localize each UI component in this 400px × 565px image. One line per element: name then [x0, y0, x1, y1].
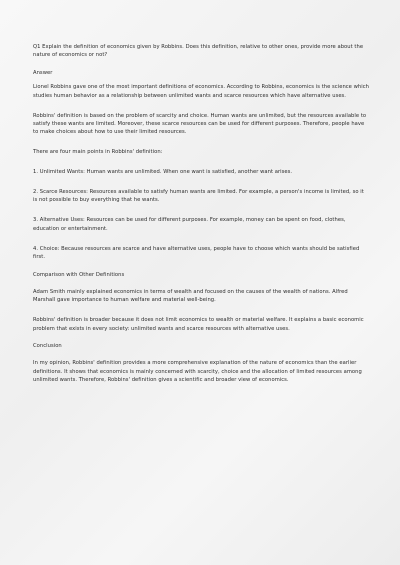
paragraph-broader: Robbins' definition is broader because it does not limit economics to wealth or material welfare. It explains a basic economic problem that exists in every society: unlimited wants and scarce resources with alternative uses.	[33, 317, 364, 332]
paragraph-comparison: Adam Smith mainly explained economics in terms of wealth and focused on the causes of the wealth of nations. Alfred Marshall gave importance to human welfare and material well-being.	[33, 288, 348, 304]
paragraph-conclusion: In my opinion, Robbins' definition provides a more comprehensive explanation of the nature of economics than the earlier definitions. It shows that economics is mainly concerned with scarcity, choice and the allocation of limited resources among unlimited wants. Therefore, Robbins' definition gives a scientific and broader view of economics.	[33, 360, 362, 384]
conclusion-heading: Conclusion	[33, 343, 62, 350]
answer-label: Answer	[33, 69, 53, 76]
point-3: 3. Alternative Uses: Resources can be used for different purposes. For example, money can be spent on food, clothes, education or entertainment.	[33, 217, 346, 232]
paragraph-basis: Robbins' definition is based on the problem of scarcity and choice. Human wants are unlimited, but the resources available to satisfy these wants are limited. Moreover, these scarce resources can be used for different purposes. Therefore, people have to make choices about how to use their limited resources.	[33, 112, 367, 136]
question-text: Q1 Explain the definition of economics given by Robbins. Does this definition, relative to other ones, provide more about the nature of economics or not?	[33, 44, 364, 59]
point-4: 4. Choice: Because resources are scarce and have alternative uses, people have to choose which wants should be satisfied first.	[33, 245, 360, 261]
points-intro: There are four main points in Robbins' definition:	[33, 149, 163, 156]
point-1: 1. Unlimited Wants: Human wants are unlimited. When one want is satisfied, another want arises.	[33, 169, 293, 176]
paragraph-intro: Lionel Robbins gave one of the most important definitions of economics. According to Robbins, economics is the science which studies human behavior as a relationship between unlimited wants and scarce resources which have alternative uses.	[33, 84, 369, 99]
point-2: 2. Scarce Resources: Resources available to satisfy human wants are limited. For example, a person's income is limited, so it is not possible to buy everything that he wants.	[33, 189, 364, 204]
comparison-heading: Comparison with Other Definitions	[33, 271, 125, 278]
